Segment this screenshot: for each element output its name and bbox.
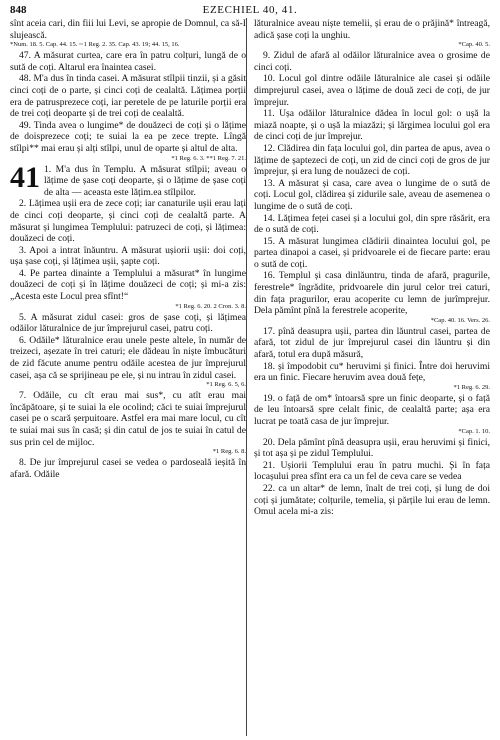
verse-3: 3. Apoi a intrat înăuntru. A măsurat ușiorii ușii: doi coți, ușa șase coți, și lățimea ușii, șapte coți. [10,244,246,268]
verse-2: 2. Lățimea ușii era de zece coți; iar canaturile ușii erau lați de cinci coți deoparte, și cinci coți de cealaltă parte. A măsurat și lungimea Templului: patruzeci de coți, și lățimea: douăzeci de coți. [10,198,246,245]
verse-19: 19. o față de om* întoarsă spre un finic deoparte, și o față de leu întoarsă spre celalt finic, de cealaltă parte; așa era lucrat pe toată casa de jur împrejur. [254,392,490,427]
verse-continuation: lăturalnice aveau niște temelii, și erau de o prăjină* întreagă, adică șase coți la unghiu. [254,18,490,41]
verse-1: 1. M'a dus în Templu. A măsurat stîlpii; aveau o lățime de șase coți deoparte, și o lățime de șase coți de alta — aceasta este lățim.ea stîlpilor. [44,163,246,198]
running-title: EZECHIEL 40, 41. [202,4,298,16]
cross-references: *1 Reg. 6. 29. [453,383,490,391]
right-column [254,18,490,738]
verse-47: 47. A măsurat curtea, care era în patru colțuri, lungă de o sută de coți. Altarul era înaintea casei. [10,50,246,73]
left-column [10,18,246,738]
cross-references: *1 Reg. 6. 8. [212,448,246,456]
cross-references: *Cap. 40. 16. Vers. 26. [430,316,490,324]
cross-references: *1 Reg. 6. 20. 2 Cron. 3. 8. [175,302,246,310]
chapter-41-verse-1 [10,160,246,199]
cross-references: *1 Reg. 6. 5, 6. [206,381,246,389]
verse-7: 7. Odăile, cu cît erau mai sus*, cu atît erau mai încăpătoare, și te suiai la ele ocolind; căci te suiai împrejurul casei pe o scară șerpuitoare. Astfel era mai mare locul, cu cît te suiai mai sus în casă; și din catul de jos te suiai în catul de sus prin cel de mijloc. [10,390,246,448]
verse-11: 11. Ușa odăilor lăturalnice dădea în locul gol: o ușă la miază noapte, și o ușă la miazăzi; și lărgimea locului gol era de cinci coți de jur împrejur. [254,108,490,143]
verse-13: 13. A măsurat și casa, care avea o lungime de o sută de coți. Locul gol, clădirea și zidurile sale, aveau de asemenea o lungime de o sută de coți. [254,177,490,212]
verse-21: 21. Ușiorii Templului erau în patru muchi. Și în fața locașului prea sfînt era ca un fel de ceva care se vedea [254,459,490,483]
verse-20: 20. Dela pămînt pînă deasupra ușii, erau heruvimi și finici, și tot așa și pe zidul Templului. [254,436,490,460]
verse-12: 12. Clădirea din fața locului gol, din partea de apus, avea o lățime de șaptezeci de coți, un zid de cinci coți de gros de jur împrejur, și era lung de nouăzeci de coți. [254,142,490,178]
verse-8: 8. De jur împrejurul casei se vedea o pardoseală ieșită în afară. Odăile [10,457,246,480]
verse-6: 6. Odăile* lăturalnice erau unele peste altele, în număr de treizeci, așezate în trei caturi; ele dădeau în niște îmbucături de zid făcute anume pentru odăile acestea de jur împrejurul casei, așa că se sprijineau pe ele, și nu intrau în zidul casei. [10,334,246,381]
verse-17: 17. pînă deasupra ușii, partea din lăuntrul casei, partea de afară, tot zidul de jur împrejurul casei din lăuntru și din afară, totul era după măsură, [254,325,490,361]
verse-18: 18. și împodobit cu* heruvimi și finici. Între doi heruvimi era un finic. Fiecare heruvim avea două fețe, [254,360,490,384]
page-header [0,0,500,18]
verse-10: 10. Locul gol dintre odăile lăturalnice ale casei și odăile dimprejurul casei, avea o lățime de două zeci de coți, de jur împrejur. [254,73,490,108]
cross-references: *1 Reg. 6. 3. **1 Reg. 7. 21. [171,154,246,162]
cross-references: *Num. 18. 5. Cap. 44. 15. ◦◦1 Reg. 2. 35. Cap. 43. 19; 44. 15, 16. [10,41,180,49]
chapter-number: 41 [10,160,40,194]
verse-16: 16. Templul și casa dinlăuntru, tinda de afară, pragurile, ferestrele* îngrădite, pridvoarele din jurul celor trei caturi, din fața pragurilor, erau acoperite cu lemn de jurîmprejur. Dela pămînt pînă la ferestrele acoperite, [254,270,490,317]
verse-5: 5. A măsurat zidul casei: gros de șase coți, și lățimea odăilor lăturalnice de jur împrejurul casei, patru coți. [10,311,246,335]
verse-15: 15. A măsurat lungimea clădirii dinaintea locului gol, pe partea dinapoi a casei, și pridvoarele ei de fiecare parte: erau o sută de coți. [254,235,490,270]
cross-references: *Cap. 1. 10. [458,427,490,435]
verse-continuation: sînt aceia cari, din fiii lui Levi, se apropie de Domnul, ca să-I slujească. [10,18,246,41]
verse-49: 49. Tinda avea o lungime* de douăzeci de coți și o lățime de doisprezece coți; te suiai la ea pe zece trepte. Lîngă stîlpi** mai erau și alți stîlpi, unul de oparte și altul de alta. [10,119,246,154]
column-divider [246,18,247,736]
verse-14: 14. Lățimea feței casei și a locului gol, din spre răsărit, era de o sută de coți. [254,212,490,236]
page-number: 848 [10,4,27,16]
verse-9: 9. Zidul de afară al odăilor lăturalnice avea o grosime de cinci coți. [254,50,490,73]
verse-22: 22. ca un altar* de lemn, înalt de trei coți, și lung de doi coți și jumătate; colțurile, temelia, și părțile lui erau de lemn. Omul acela mi-a zis: [254,482,490,518]
verse-4: 4. Pe partea dinainte a Templului a măsurat* în lungime douăzeci de coți și în lățime douăzeci de coți; și mi-a zis: „Acesta este Locul prea sfînt!“ [10,267,246,303]
verse-48: 48. M'a dus în tinda casei. A măsurat stîlpii tinzii, și a găsit cinci coți de o parte, și cinci coți de cealaltă. Lățimea porții era de patrusprezece coți, iar peretele de pe laturile porții era de trei coți deoparte și de trei coți de cealaltă. [10,73,246,120]
cross-references: *Cap. 40. 5. [458,41,490,49]
